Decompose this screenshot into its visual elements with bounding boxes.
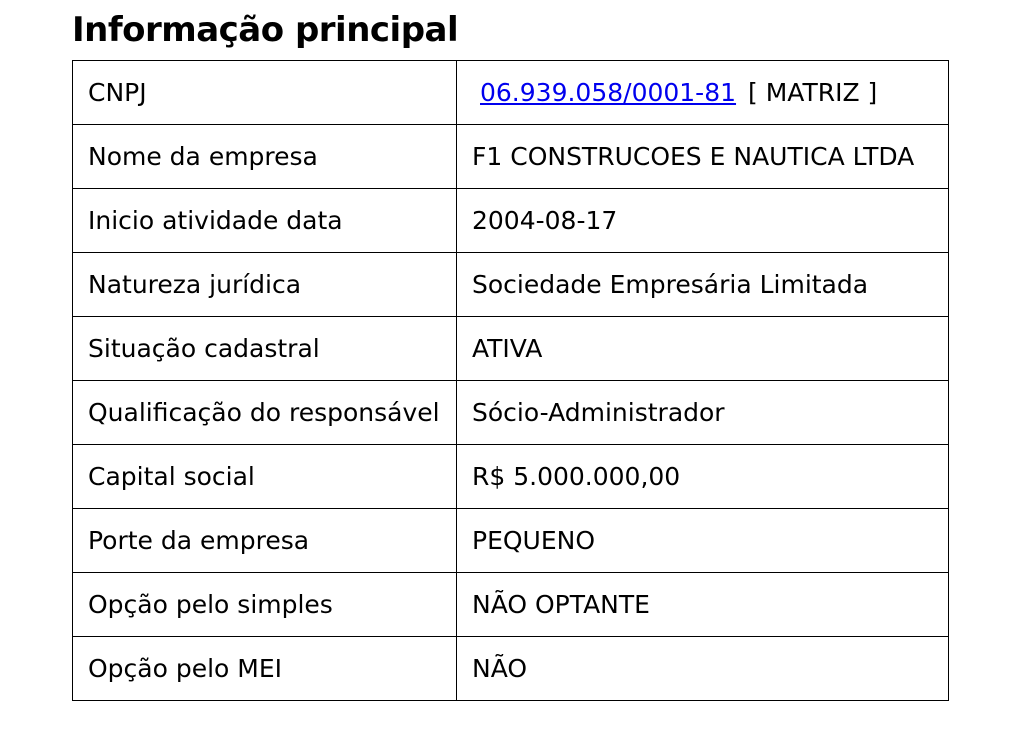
table-row [73, 573, 949, 637]
row-label: Natureza jurídica [73, 253, 457, 317]
row-label: Capital social [73, 445, 457, 509]
row-value: NÃO OPTANTE [457, 573, 949, 637]
row-value [457, 61, 949, 125]
row-label: Situação cadastral [73, 317, 457, 381]
table-row [73, 189, 949, 253]
row-label: Opção pelo simples [73, 573, 457, 637]
matriz-tag: [ MATRIZ ] [748, 78, 878, 107]
row-value: F1 CONSTRUCOES E NAUTICA LTDA [457, 125, 949, 189]
row-label: Porte da empresa [73, 509, 457, 573]
table-row-cnpj [73, 61, 949, 125]
row-value: R$ 5.000.000,00 [457, 445, 949, 509]
row-value: Sócio-Administrador [457, 381, 949, 445]
row-label: Qualificação do responsável [73, 381, 457, 445]
company-info-table [72, 60, 949, 701]
row-value: 2004-08-17 [457, 189, 949, 253]
row-value: ATIVA [457, 317, 949, 381]
row-value: Sociedade Empresária Limitada [457, 253, 949, 317]
table-row [73, 317, 949, 381]
row-label: CNPJ [73, 61, 457, 125]
table-row [73, 445, 949, 509]
cnpj-link[interactable]: 06.939.058/0001-81 [480, 78, 737, 107]
table-row [73, 253, 949, 317]
table-row [73, 125, 949, 189]
row-value: PEQUENO [457, 509, 949, 573]
row-label: Inicio atividade data [73, 189, 457, 253]
page-title: Informação principal [72, 10, 459, 50]
table-row [73, 381, 949, 445]
row-label: Nome da empresa [73, 125, 457, 189]
row-label: Opção pelo MEI [73, 637, 457, 701]
table-row [73, 509, 949, 573]
table-row [73, 637, 949, 701]
row-value: NÃO [457, 637, 949, 701]
